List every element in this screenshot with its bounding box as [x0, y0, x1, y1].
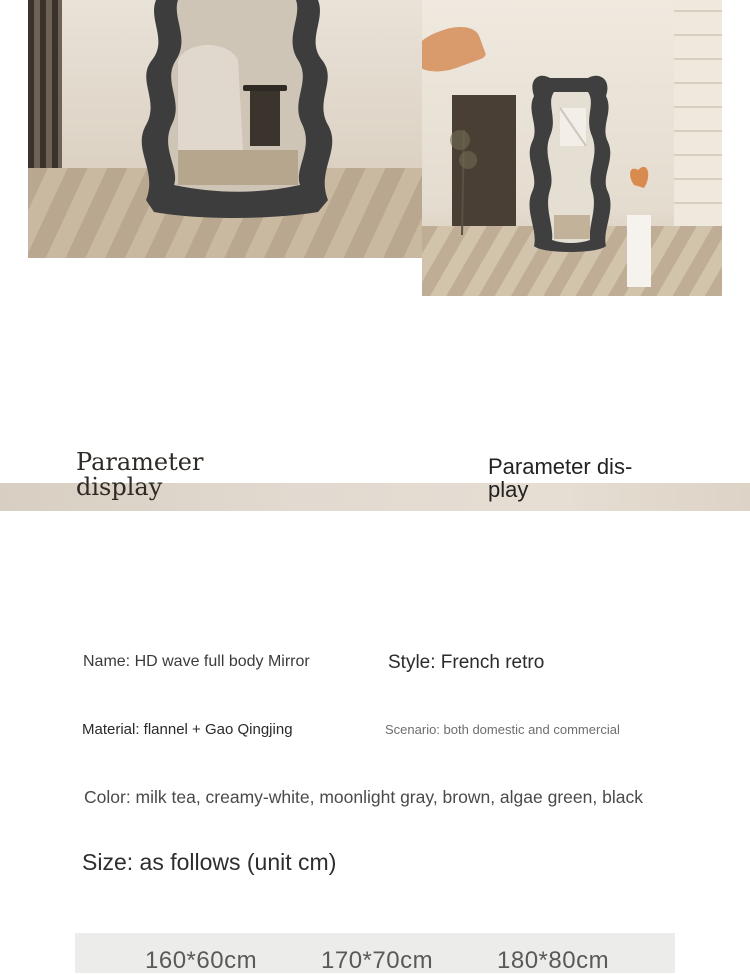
size-cell-3: 180*80cm: [497, 947, 610, 974]
living-room-mirror-photo: [28, 0, 424, 258]
size-table-row: [75, 933, 675, 973]
spec-material: Material: flannel + Gao Qingjing: [82, 721, 293, 738]
spec-name: Name: HD wave full body Mirror: [83, 653, 310, 670]
size-cell-2: 170*70cm: [321, 947, 434, 974]
spec-style: Style: French retro: [388, 652, 545, 673]
hallway-mirror-photo: [422, 0, 722, 296]
wave-mirror-illustration: [28, 0, 424, 258]
size-cell-1: 160*60cm: [145, 947, 258, 974]
spec-size: Size: as follows (unit cm): [82, 849, 337, 875]
section-title-sans: Parameter dis-play: [488, 454, 633, 502]
spec-color: Color: milk tea, creamy-white, moonlight gray, brown, algae green, black: [84, 787, 643, 807]
spec-scenario: Scenario: both domestic and commercial: [385, 722, 620, 737]
standing-wave-mirror: [422, 0, 722, 296]
section-title-serif: Parameter display: [76, 448, 204, 501]
